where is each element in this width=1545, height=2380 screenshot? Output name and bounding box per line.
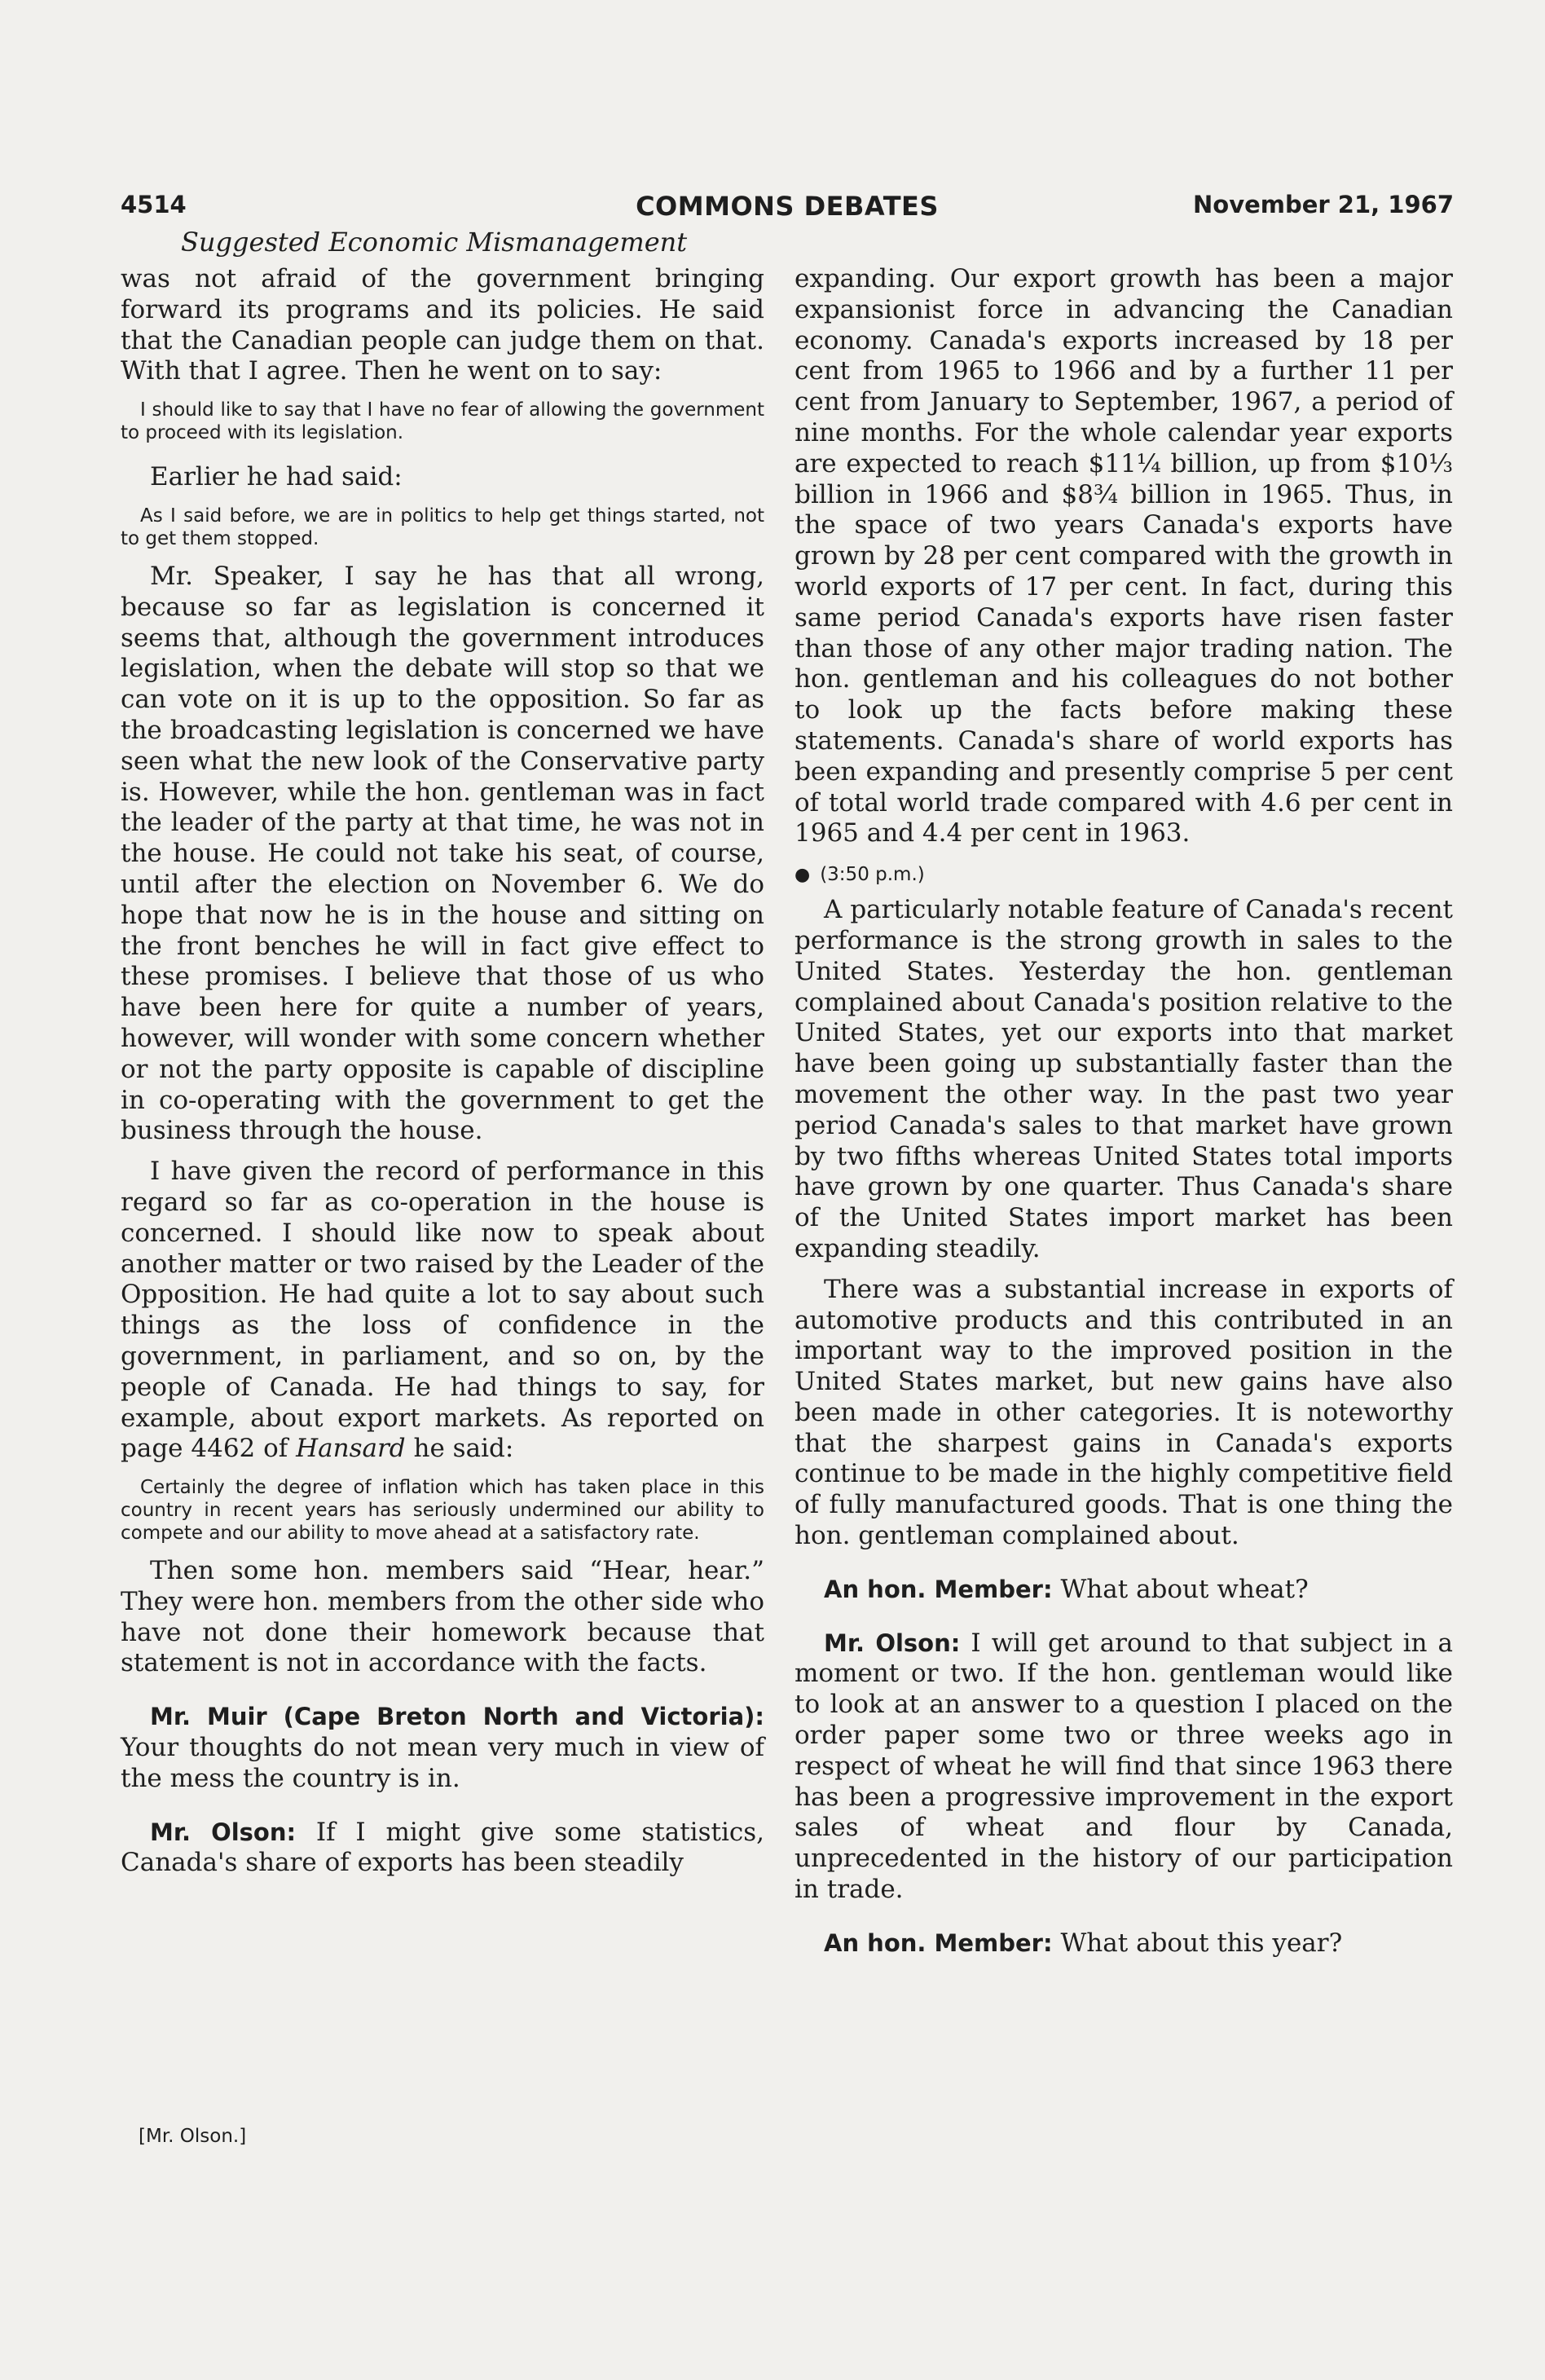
speech-text: Your thoughts do not mean very much in view of the mess the country is in. bbox=[121, 1733, 764, 1793]
paragraph bbox=[121, 1157, 764, 1465]
speaker-name: An hon. Member: bbox=[824, 1575, 1053, 1603]
speaker-name: Mr. Olson: bbox=[824, 1629, 961, 1657]
paragraph: There was a substantial increase in exports of automotive products and this contributed in an important way to the improved position in the United States market, but new gains have also been made in other categories. It is noteworthy that the sharpest gains in Canada's exports continue to be made in the highly competitive field of fully manufactured goods. That is one thing the hon. gentleman complained about. bbox=[795, 1274, 1453, 1551]
paragraph-text: he said: bbox=[405, 1434, 514, 1464]
paragraph: Mr. Speaker, I say he has that all wrong, because so far as legislation is concerned it seems that, although the government introduces legislation, when the debate will stop so that we can vote on it is up to the opposition. So far as the broadcasting legislation is concerned we have seen what the new look of the Conservative party is. However, while the hon. gentleman was in fact the leader of the party at that time, he was not in the house. He could not take his seat, of course, until after the election on November 6. We do hope that now he is in the house and sitting on the front benches he will in fact give effect to these promises. I believe that those of us who have been here for quite a number of years, however, will wonder with some concern whether or not the party opposite is capable of discipline in co-operating with the government to get the business through the house. bbox=[121, 561, 764, 1146]
speaker-paragraph bbox=[795, 1928, 1453, 1959]
left-column bbox=[121, 264, 764, 1879]
speech-text: If I might give some statistics, Canada's share of exports has been steadily bbox=[121, 1817, 764, 1878]
speaker-name: Mr. Muir (Cape Breton North and Victoria): bbox=[150, 1703, 764, 1731]
right-column bbox=[795, 264, 1453, 1959]
block-quote: As I said before, we are in politics to help get things started, not to get them stopped. bbox=[121, 505, 764, 549]
paragraph: Earlier he had said: bbox=[150, 462, 403, 492]
paragraph: expanding. Our export growth has been a major expansionist force in advancing the Canadian economy. Canada's exports increased by 18 per cent from 1965 to 1966 and by a further 11 per cent from January to September, 1967, a period of nine months. For the whole calendar year exports are expected to reach $11¼ billion, up from $10⅓ billion in 1966 and $8¾ billion in 1965. Thus, in the space of two years Canada's exports have grown by 28 per cent compared with the growth in world exports of 17 per cent. In fact, during this same period Canada's exports have risen faster than those of any other major trading nation. The hon. gentleman and his colleagues do not bother to look up the facts before making these statements. Canada's share of world exports has been expanding and presently comprise 5 per cent of total world trade compared with 4.6 per cent in 1965 and 4.4 per cent in 1963. bbox=[795, 264, 1453, 848]
speaker-paragraph bbox=[121, 1702, 764, 1794]
block-quote: Certainly the degree of inflation which has taken place in this country in recent years has seriously undermined our ability to compete and our ability to move ahead at a satisfactory rate. bbox=[121, 1477, 764, 1545]
speech-text: What about this year? bbox=[1052, 1928, 1343, 1958]
timestamp-text: (3:50 p.m.) bbox=[820, 864, 925, 886]
speaker-name: An hon. Member: bbox=[824, 1928, 1053, 1957]
page-footer: [Mr. Olson.] bbox=[139, 2126, 247, 2147]
paragraph: A particularly notable feature of Canada's recent performance is the strong growth in sales to the United States. Yesterday the hon. gentleman complained about Canada's position relative to the United States, yet our exports into that market have been going up substantially faster than the movement the other way. In the past two year period Canada's sales to that market have grown by two fifths whereas United States total imports have grown by one quarter. Thus Canada's share of the United States import market has been expanding steadily. bbox=[795, 895, 1453, 1263]
block-quote: I should like to say that I have no fear of allowing the government to proceed with its legislation. bbox=[121, 399, 764, 444]
paragraph-text: I have given the record of performance in this regard so far as co-operation in the house is concerned. I should like now to speak about another matter or two raised by the Leader of the Opposition. He had quite a lot to say about such things as the loss of confidence in the government, in parliament, and so on, by the people of Canada. He had things to say, for example, about export markets. As reported on page 4462 of bbox=[121, 1157, 764, 1464]
speaker-paragraph bbox=[121, 1818, 764, 1880]
section-subheading: Suggested Economic Mismanagement bbox=[181, 227, 688, 258]
paragraph: Then some hon. members said “Hear, hear.” They were hon. members from the other side who have not done their homework because that statement is not in accordance with the facts. bbox=[121, 1556, 764, 1678]
speaker-name: Mr. Olson: bbox=[150, 1818, 297, 1846]
hansard-italic: Hansard bbox=[296, 1434, 406, 1464]
timestamp bbox=[795, 864, 1453, 885]
speaker-paragraph bbox=[795, 1629, 1453, 1906]
page-header bbox=[121, 191, 1454, 227]
bullet-icon: ● bbox=[795, 865, 811, 886]
page-date: November 21, 1967 bbox=[1193, 191, 1454, 218]
speech-text: What about wheat? bbox=[1052, 1574, 1309, 1604]
page-number: 4514 bbox=[121, 191, 187, 218]
paragraph: was not afraid of the government bringing forward its programs and its policies. He said that the Canadian people can judge them on that. With that I agree. Then he went on to say: bbox=[121, 264, 764, 386]
speech-text: I will get around to that subject in a moment or two. If the hon. gentleman would like to look at an answer to a question I placed on the order paper some two or three weeks ago in respect of wheat he will find that since 1963 there has been a progressive improvement in the export sales of wheat and flour by Canada, unprecedented in the history of our participation in trade. bbox=[795, 1628, 1453, 1905]
speaker-paragraph bbox=[795, 1575, 1453, 1606]
publication-title: COMMONS DEBATES bbox=[636, 191, 939, 222]
